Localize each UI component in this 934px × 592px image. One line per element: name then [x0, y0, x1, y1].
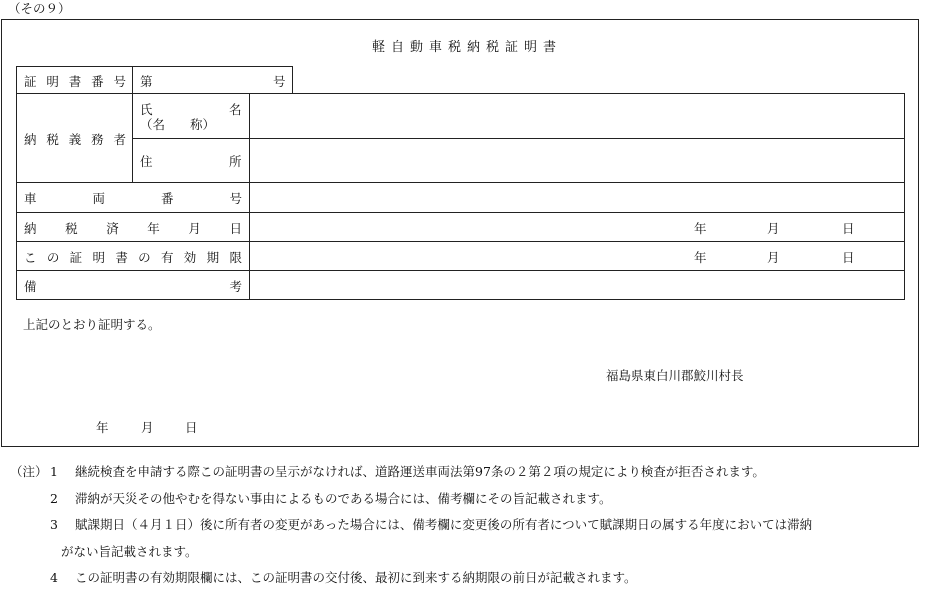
note-continuation: がない旨記載されます。: [61, 543, 198, 559]
note-text: 継続検査を申請する際この証明書の呈示がなければ、道路運送車両法第97条の２第２項の規定により検査が拒否されます。: [75, 464, 765, 479]
note-item: [10, 565, 934, 592]
note-text: 滞納が天災その他やむを得ない事由によるものである場合には、備考欄にその旨記載されます。: [75, 490, 612, 506]
note-text: 賦課期日（４月１日）後に所有者の変更があった場合には、備考欄に変更後の所有者について賦課期日の属する年度においては滞納: [75, 517, 813, 532]
notes-section: [10, 459, 934, 592]
name-label-right: 名: [229, 102, 242, 117]
certification-statement: 上記のとおり証明する。: [23, 317, 161, 332]
note-number: 3: [50, 517, 58, 532]
address-label-right: 所: [229, 154, 242, 169]
note-number: 2: [50, 490, 58, 506]
cert-number-field[interactable]: [299, 68, 899, 90]
valid-until-year: 年: [694, 250, 707, 265]
taxpayer-label: 納 税 義 務 者: [24, 132, 126, 147]
issuer-name: 福島県東白川郡鮫川村長: [606, 368, 744, 383]
note-number: 4: [50, 570, 58, 585]
cert-number-prefix: 第: [140, 74, 153, 89]
note-item: [10, 512, 934, 539]
note-item: [10, 486, 934, 513]
issue-date-year: 年: [96, 420, 109, 435]
cert-number-label: 証 明 書 番 号: [24, 74, 126, 89]
issue-date-day: 日: [185, 420, 198, 435]
valid-until-day: 日: [842, 250, 855, 265]
certificate-title: 軽自動車税納税証明書: [371, 40, 562, 55]
note-number: 1: [50, 464, 58, 479]
page-label: （その９）: [8, 1, 71, 16]
address-label-left: 住: [140, 154, 153, 169]
paid-date-label: 納 税 済 年 月 日: [24, 221, 242, 236]
valid-until-month: 月: [767, 250, 780, 265]
paid-date-day: 日: [842, 221, 855, 236]
taxpayer-name-field[interactable]: [256, 98, 896, 134]
note-text: この証明書の有効期限欄には、この証明書の交付後、最初に到来する納期限の前日が記載されます。: [75, 570, 637, 585]
taxpayer-address-field[interactable]: [256, 142, 896, 178]
name-label-sub: （名 称）: [140, 117, 216, 132]
paid-date-year: 年: [694, 221, 707, 236]
paid-date-month: 月: [767, 221, 780, 236]
remarks-label: 備 考: [24, 279, 242, 294]
issue-date-month: 月: [141, 420, 154, 435]
note-item: [10, 459, 934, 486]
remarks-field[interactable]: [256, 274, 896, 296]
cert-number-suffix: 号: [273, 74, 286, 89]
vehicle-number-field[interactable]: [256, 186, 896, 208]
vehicle-number-label: 車 両 番 号: [24, 191, 242, 206]
valid-until-label: こ の 証 明 書 の 有 効 期 限: [24, 250, 242, 265]
name-label-left: 氏: [140, 102, 153, 117]
notes-prefix: （注）: [10, 464, 48, 479]
